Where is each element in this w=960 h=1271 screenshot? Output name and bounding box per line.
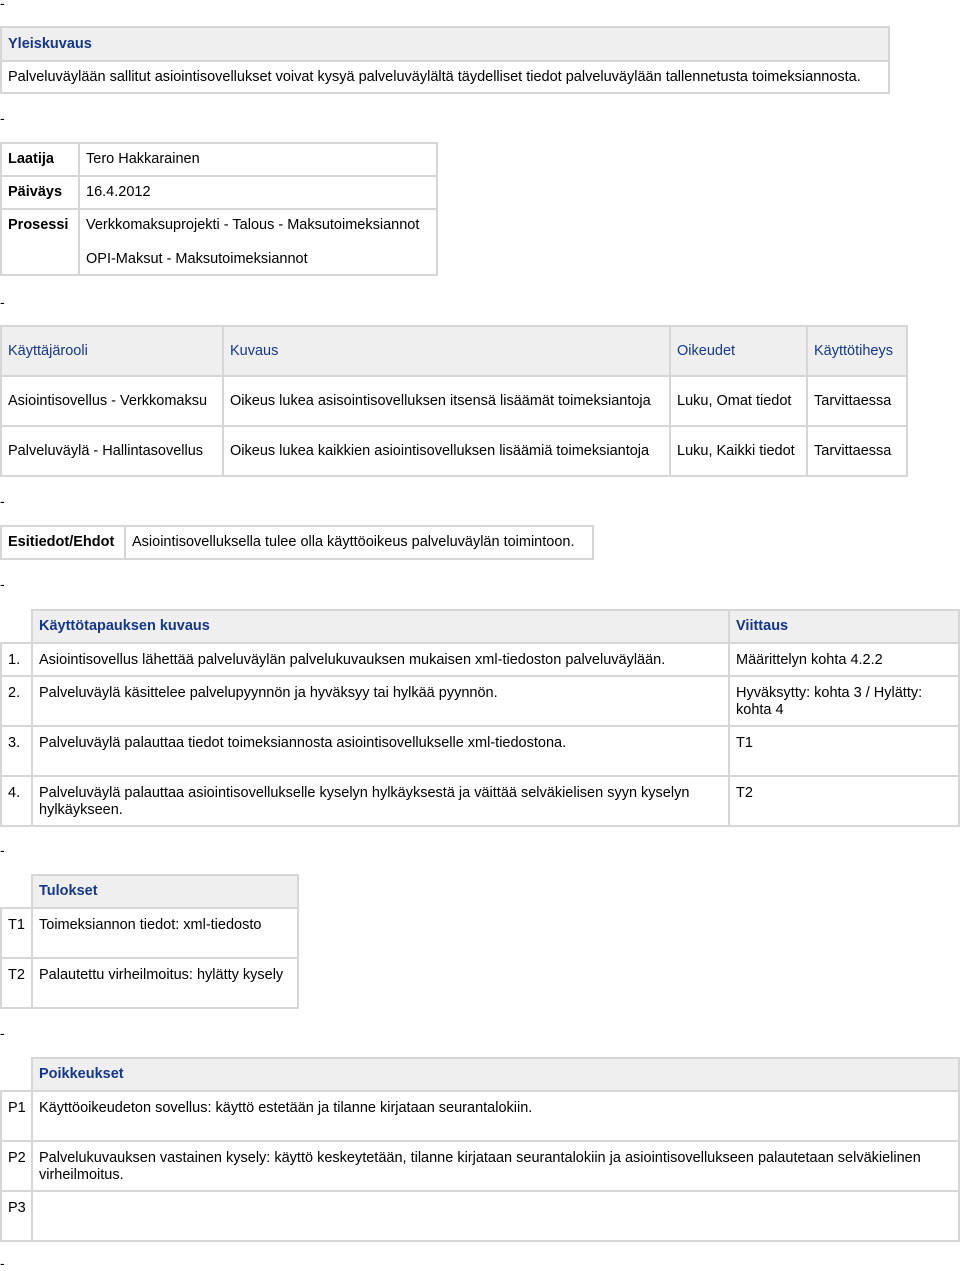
usecase-table [0, 609, 960, 827]
exception-id: P2 [1, 1141, 32, 1191]
step-number: 3. [1, 726, 32, 776]
step-number: 2. [1, 676, 32, 726]
meta-table [0, 142, 438, 276]
separator: - [0, 0, 5, 11]
prereq-text: Asiointisovelluksella tulee olla käyttöoikeus palveluväylän toimintoon. [125, 526, 593, 559]
process-value [79, 209, 437, 275]
process-line-1: Verkkomaksuprojekti - Talous - Maksutoimeksiannot [86, 217, 420, 233]
step-reference: Määrittelyn kohta 4.2.2 [729, 643, 959, 676]
separator: - [0, 1255, 5, 1271]
role-cell: Palveluväylä - Hallintasovellus [1, 426, 223, 476]
role-cell: Asiointisovellus - Verkkomaksu [1, 376, 223, 426]
roles-table [0, 325, 908, 477]
frequency-cell: Tarvittaessa [807, 376, 907, 426]
usecase-header-description: Käyttötapauksen kuvaus [32, 610, 729, 643]
step-number: 1. [1, 643, 32, 676]
process-line-2: OPI-Maksut - Maksutoimeksiannot [86, 251, 308, 267]
exception-text: Palvelukuvauksen vastainen kysely: käyttö keskeytetään, tilanne kirjataan seurantalokiin ja asiointisovellukseen palautetaan selväkielinen virheilmoitus. [32, 1141, 959, 1191]
table-row [1, 908, 298, 958]
exception-id: P1 [1, 1091, 32, 1141]
exception-text: Käyttöoikeudeton sovellus: käyttö estetään ja tilanne kirjataan seurantalokiin. [32, 1091, 959, 1141]
description-cell: Oikeus lukea asisointisovelluksen itsensä lisäämät toimeksiantoja [223, 376, 670, 426]
roles-header-role: Käyttäjärooli [1, 326, 223, 376]
results-corner [1, 875, 32, 908]
step-reference: T2 [729, 776, 959, 826]
separator: - [0, 576, 5, 592]
overview-header: Yleiskuvaus [1, 27, 889, 61]
date-label: Päiväys [1, 176, 79, 209]
result-text: Toimeksiannon tiedot: xml-tiedosto [32, 908, 298, 958]
table-row [1, 1141, 959, 1191]
table-row [1, 958, 298, 1008]
step-reference: Hyväksytty: kohta 3 / Hylätty: kohta 4 [729, 676, 959, 726]
table-row [1, 676, 959, 726]
separator: - [0, 110, 5, 126]
separator: - [0, 842, 5, 858]
roles-header-rights: Oikeudet [670, 326, 807, 376]
separator: - [0, 1025, 5, 1041]
rights-cell: Luku, Kaikki tiedot [670, 426, 807, 476]
separator: - [0, 294, 5, 310]
step-reference: T1 [729, 726, 959, 776]
table-row [1, 1091, 959, 1141]
rights-cell: Luku, Omat tiedot [670, 376, 807, 426]
prereq-label: Esitiedot/Ehdot [1, 526, 125, 559]
author-value: Tero Hakkarainen [79, 143, 437, 176]
table-row [1, 776, 959, 826]
exceptions-corner [1, 1058, 32, 1091]
date-value: 16.4.2012 [79, 176, 437, 209]
result-text: Palautettu virheilmoitus: hylätty kysely [32, 958, 298, 1008]
step-number: 4. [1, 776, 32, 826]
roles-header-frequency: Käyttötiheys [807, 326, 907, 376]
overview-text: Palveluväylään sallitut asiointisovellukset voivat kysyä palveluväylältä täydelliset tiedot palveluväylään tallennetusta toimeksiannosta. [1, 61, 889, 93]
table-row [1, 726, 959, 776]
result-id: T1 [1, 908, 32, 958]
exception-id: P3 [1, 1191, 32, 1241]
description-cell: Oikeus lukea kaikkien asiointisovelluksen lisäämiä toimeksiantoja [223, 426, 670, 476]
frequency-cell: Tarvittaessa [807, 426, 907, 476]
usecase-corner [1, 610, 32, 643]
overview-table [0, 26, 890, 94]
results-header: Tulokset [32, 875, 298, 908]
step-description: Palveluväylä käsittelee palvelupyynnön ja hyväksyy tai hylkää pyynnön. [32, 676, 729, 726]
step-description: Palveluväylä palauttaa asiointisovellukselle kyselyn hylkäyksestä ja väittää selväkielisen syyn kyselyn hylkäykseen. [32, 776, 729, 826]
author-label: Laatija [1, 143, 79, 176]
process-label: Prosessi [1, 209, 79, 275]
table-row [1, 376, 907, 426]
table-row [1, 1191, 959, 1241]
exceptions-header: Poikkeukset [32, 1058, 959, 1091]
exception-text [32, 1191, 959, 1241]
separator: - [0, 493, 5, 509]
roles-header-description: Kuvaus [223, 326, 670, 376]
step-description: Asiointisovellus lähettää palveluväylän palvelukuvauksen mukaisen xml-tiedoston palveluväylään. [32, 643, 729, 676]
results-table [0, 874, 299, 1009]
result-id: T2 [1, 958, 32, 1008]
step-description: Palveluväylä palauttaa tiedot toimeksiannosta asiointisovellukselle xml-tiedostona. [32, 726, 729, 776]
usecase-header-reference: Viittaus [729, 610, 959, 643]
table-row [1, 643, 959, 676]
table-row [1, 426, 907, 476]
prereq-table [0, 525, 594, 560]
exceptions-table [0, 1057, 960, 1242]
